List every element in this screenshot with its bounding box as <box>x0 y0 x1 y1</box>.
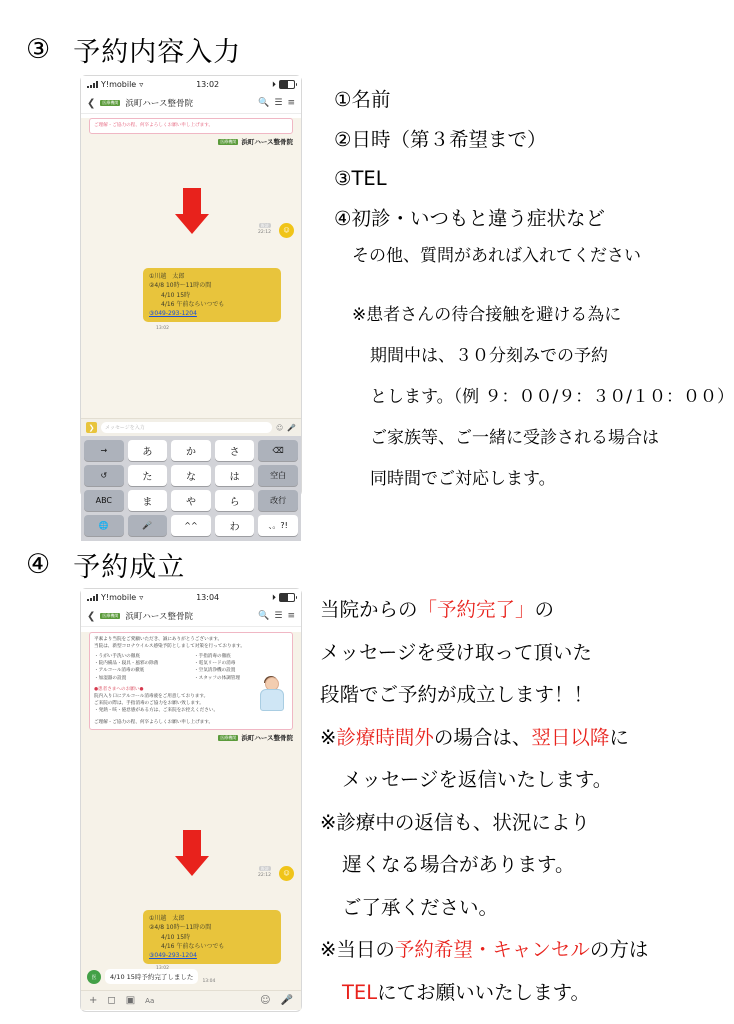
key-enter[interactable]: 改行 <box>258 490 298 511</box>
note-line: ※診療時間外の場合は、翌日以降に <box>320 725 629 749</box>
status-bar <box>81 589 301 606</box>
emoji-icon[interactable]: ☺ <box>275 423 284 432</box>
note-line: 遅くなる場合があります。 <box>342 853 575 876</box>
chat-app-bar <box>81 606 301 627</box>
list-icon[interactable]: ☰ <box>274 98 283 108</box>
key-ta[interactable]: た <box>128 465 168 486</box>
note-line: ※患者さんの待合接触を避ける為に <box>352 305 622 325</box>
note-line: 段階でご予約が成立します！！ <box>320 683 594 706</box>
key-punctuation[interactable]: 、。?! <box>258 515 298 536</box>
message-meta: 既読 22:12 <box>258 223 271 235</box>
key-sa[interactable]: さ <box>215 440 255 461</box>
note-line: ご家族等、ご一緒に受診される場合は <box>370 428 659 448</box>
note-line: とします。（例 ９：００/９：３０/１０：００） <box>370 387 734 407</box>
message-meta: 既読 22:12 <box>258 866 271 878</box>
note-line: ②日時（第３希望まで） <box>334 127 547 151</box>
search-icon[interactable]: 🔍 <box>258 611 270 621</box>
carrier-label: Y!mobile <box>101 80 137 89</box>
phone-number-link[interactable]: ③049-293-1204 <box>149 952 197 960</box>
section-3-notes <box>334 90 734 488</box>
plus-icon[interactable]: + <box>89 995 98 1006</box>
note-line: その他、質問があれば入れてください <box>352 246 641 266</box>
wifi-icon: ▿ <box>139 593 144 602</box>
user-bubble-time: 13:02 <box>156 326 169 331</box>
chat-area <box>81 118 301 418</box>
keyboard-row <box>84 515 298 536</box>
chevron-left-icon[interactable]: ❮ <box>87 97 96 109</box>
section-4-title: 予約成立 <box>73 552 186 583</box>
note-line: ③TEL <box>334 167 387 190</box>
key-a[interactable]: あ <box>128 440 168 461</box>
avatar: ☺ <box>279 866 294 881</box>
chat-bottom-bar <box>81 990 301 1010</box>
camera-icon[interactable]: ◻ <box>107 995 116 1006</box>
signal-icon <box>87 594 98 601</box>
globe-icon[interactable]: 🌐 <box>84 515 124 536</box>
key-na[interactable]: な <box>171 465 211 486</box>
note-line: ④初診・いつもと違う症状など <box>334 206 605 230</box>
clinic-badge-icon: 医療機関 <box>102 100 119 105</box>
signal-icon <box>87 81 98 88</box>
avatar: ☺ <box>279 223 294 238</box>
menu-icon[interactable]: ≡ <box>287 611 295 621</box>
mic-icon[interactable]: 🎤 <box>128 515 168 536</box>
illustration-person <box>258 677 284 711</box>
key-arrow-right[interactable]: → <box>84 440 124 461</box>
note-line: ※診療中の返信も、状況により <box>320 810 590 834</box>
note-line: 期間中は、３０分刻みでの予約 <box>370 346 608 366</box>
note-line: メッセージを返信いたします。 <box>342 768 613 791</box>
key-emoticon[interactable]: ^^ <box>171 515 211 536</box>
note-line: メッセージを受け取って頂いた <box>320 640 592 664</box>
wifi-icon: ▿ <box>139 80 144 89</box>
section-4-number: ④ <box>26 549 52 580</box>
location-icon: ⏵ <box>272 592 276 602</box>
clock-label: 13:02 <box>196 80 220 89</box>
note-line: ※当日の予約希望・キャンセルの方は <box>320 938 649 961</box>
chat-title: 浜町ハース整骨院 <box>125 99 193 109</box>
image-icon[interactable]: ▣ <box>125 995 136 1006</box>
clinic-reply-message: 4/10 15時予約完了しました <box>105 969 198 984</box>
chevron-left-icon[interactable]: ❮ <box>87 610 96 622</box>
clinic-notice-bubble: ご理解・ご協力の程、何卒よろしくお願い申し上げます。 <box>89 118 293 134</box>
menu-icon[interactable]: ≡ <box>287 98 295 108</box>
key-ka[interactable]: か <box>171 440 211 461</box>
chat-app-bar <box>81 93 301 114</box>
location-icon: ⏵ <box>272 79 276 89</box>
user-reservation-bubble: ①川越 太郎 ②4/8 10時〜11時の間 4/10 15時 4/16 午前ならいつでも ③049-293-1204 <box>143 268 281 322</box>
send-icon[interactable]: ❯ <box>86 422 97 433</box>
key-undo[interactable]: ↺ <box>84 465 124 486</box>
note-line: ご了承ください。 <box>342 895 499 919</box>
message-input[interactable]: メッセージを入力 <box>101 422 272 433</box>
keyboard-row <box>84 490 298 511</box>
mic-icon[interactable]: 🎤 <box>287 423 296 432</box>
clinic-name-chip: 医療機関 浜町ハース整骨院 <box>220 138 293 146</box>
key-ha[interactable]: は <box>215 465 255 486</box>
chat-area <box>81 632 301 990</box>
key-wa[interactable]: わ <box>215 515 255 536</box>
section-3-heading <box>26 30 241 69</box>
key-space[interactable]: 空白 <box>258 465 298 486</box>
key-abc[interactable]: ABC <box>84 490 124 511</box>
search-icon[interactable]: 🔍 <box>258 98 270 108</box>
key-backspace[interactable]: ⌫ <box>258 440 298 461</box>
software-keyboard <box>81 436 301 541</box>
battery-icon <box>279 80 295 89</box>
mic-icon[interactable]: 🎤 <box>280 995 293 1006</box>
note-line: ①名前 <box>334 88 391 111</box>
battery-icon <box>279 593 295 602</box>
phone-mock-reservation-confirmed <box>80 588 302 1012</box>
note-line: 同時間でご対応します。 <box>370 469 556 489</box>
note-line: TELにてお願いいたします。 <box>342 980 591 1004</box>
section-3-number: ③ <box>26 34 52 65</box>
clinic-reply-time: 13:04 <box>202 979 216 984</box>
key-ra[interactable]: ら <box>215 490 255 511</box>
text-icon[interactable]: Aa <box>145 996 155 1005</box>
section-4-heading <box>26 545 185 584</box>
clock-label: 13:04 <box>196 593 220 602</box>
clinic-reply-row <box>87 969 215 984</box>
red-down-arrow <box>175 188 209 236</box>
list-icon[interactable]: ☰ <box>274 611 283 621</box>
section-3-title: 予約内容入力 <box>73 37 242 68</box>
clinic-avatar: 医 <box>87 970 101 984</box>
message-input-bar <box>81 418 301 436</box>
clinic-name-chip: 医療機関 浜町ハース整骨院 <box>220 734 293 743</box>
phone-number-link[interactable]: ③049-293-1204 <box>149 310 197 318</box>
notice-subheading: ●患者さまへのお願い● <box>94 686 144 692</box>
key-ya[interactable]: や <box>171 490 211 511</box>
chat-title: 浜町ハース整骨院 <box>125 612 193 622</box>
emoji-icon[interactable]: ☺ <box>260 995 271 1006</box>
section-4-notes <box>320 600 648 1002</box>
red-down-arrow <box>175 830 209 878</box>
key-ma[interactable]: ま <box>128 490 168 511</box>
phone-mock-reservation-input <box>80 75 302 533</box>
note-line: 当院からの「予約完了」の <box>320 598 555 621</box>
carrier-label: Y!mobile <box>101 593 137 602</box>
clinic-badge-icon: 医療機関 <box>102 613 119 618</box>
keyboard-row <box>84 440 298 461</box>
status-bar <box>81 76 301 93</box>
user-reservation-bubble: ①川越 太郎 ②4/8 10時〜11時の間 4/10 15時 4/16 午前ならいつでも ③049-293-1204 <box>143 910 281 964</box>
clinic-long-notice-bubble: 平素より当院をご愛顧いただき、誠にありがとうございます。 当院は、新型コロナウイルス感染予防としまして対策を行っております。 ・ うがい手洗いの徹底 ・ 院内備品・寝具・風邪の除菌 ・ アルコール消毒の徹底 ・ 加湿器の設置 ・ 手指消毒の徹底 ・ 電気リードの消毒 ・ 空気清浄機の設置 ・ スタッフの体調管理 ●患者さまへのお願い● 院内入り口にアルコール消毒液をご用意しております。 ご来院の際は、手指消毒のご協力をお願い致します。 ・発熱・咳・倦怠感がある方は、ご来院をお控えください。 ご理解・ご協力の程、何卒よろしくお願い申し上げます。 <box>89 632 293 730</box>
keyboard-row <box>84 465 298 486</box>
